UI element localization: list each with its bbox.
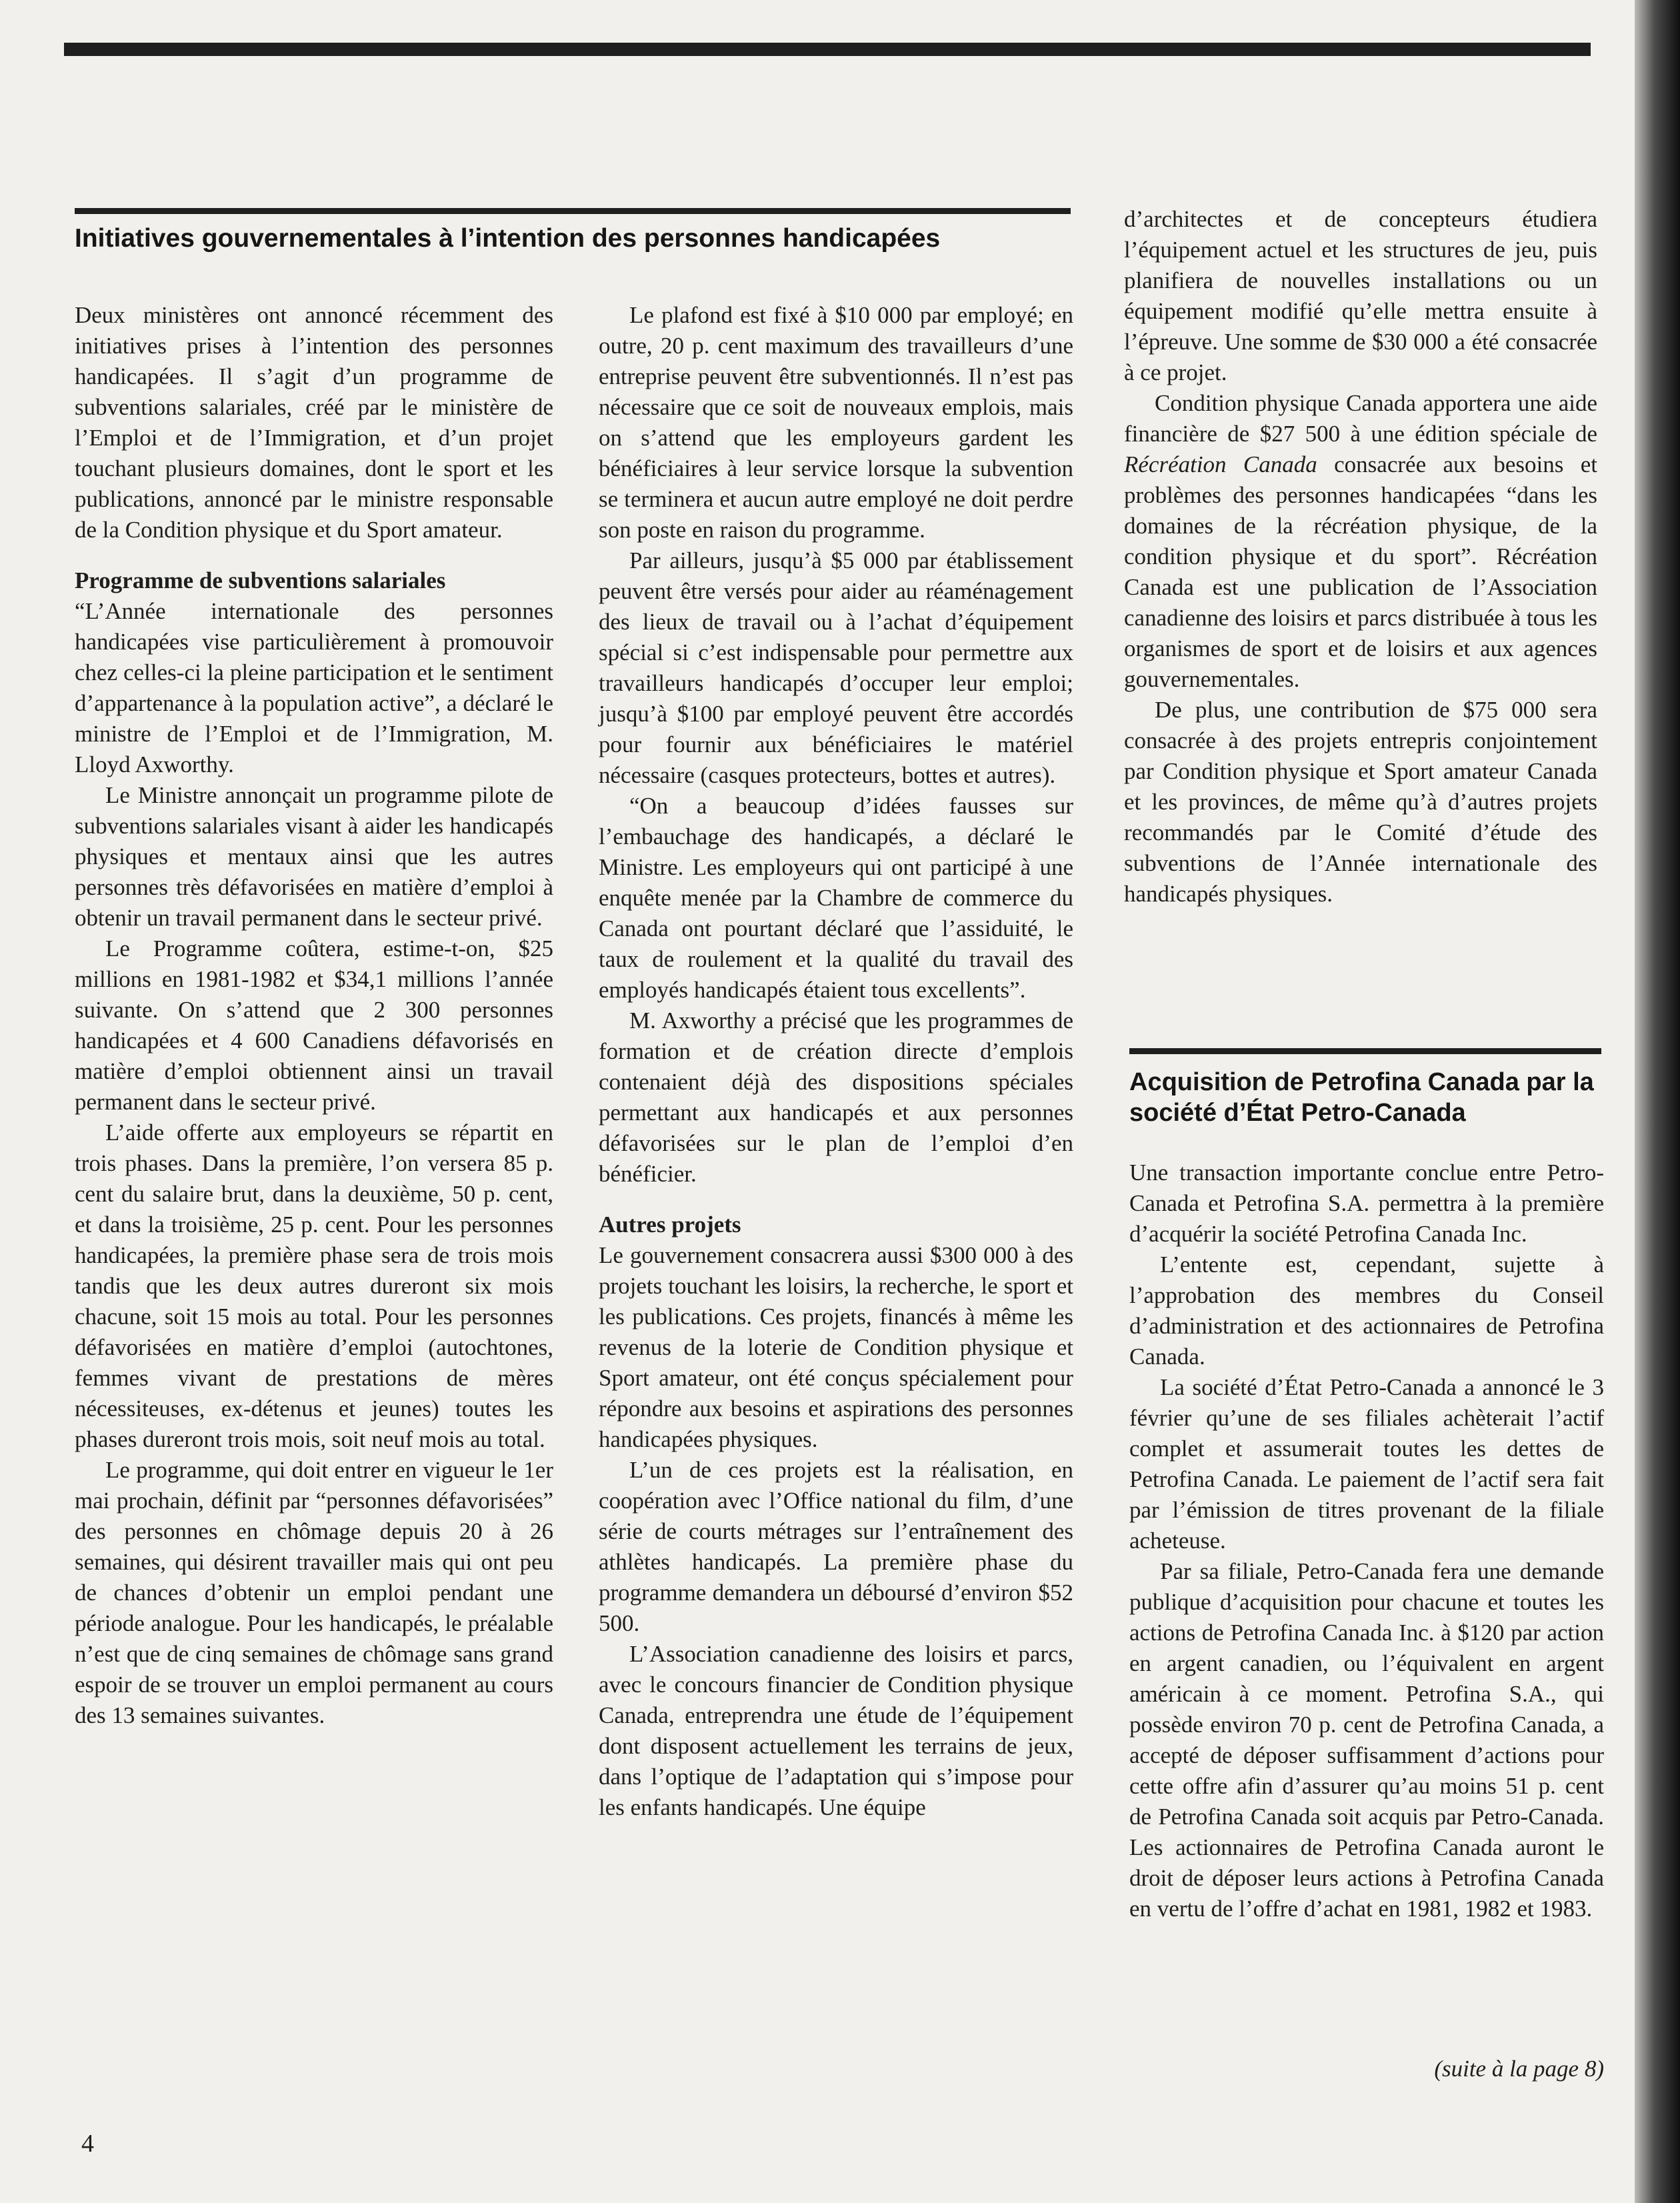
paragraph: Le programme, qui doit entrer en vigueur le 1er mai prochain, définit par “personnes défavorisées” des personnes en chômage depuis 20 à 26 semaines, qui désirent travailler mais qui ont peu de chances d’obtenir un emploi pendant une période analogue. Pour les handicapés, le préalable n’est que de cinq semaines de chômage sans grand espoir de se trouver un emploi permanent au cours des 13 semaines suivantes. [75, 1457, 553, 1728]
subhead-wage-subsidy: Programme de subventions salariales [75, 567, 446, 593]
paragraph: Par ailleurs, jusqu’à $5 000 par établissement peuvent être versés pour aider au réaménagement des lieux de travail ou à l’achat d’équipement spécial si c’est indispensable pour permettre aux travailleurs handicapés d’occuper leur emploi; jusqu’à $100 par employé peuvent être accordés pour fournir aux bénéficiaires le matériel nécessaire (casques protecteurs, bottes et autres). [599, 547, 1073, 788]
paragraph: Le Programme coûtera, estime-t-on, $25 millions en 1981-1982 et $34,1 millions l’année suivante. On s’attend que 2 300 personnes handicapées et 4 600 Canadiens défavorisés en matière d’emploi obtiennent ainsi un travail permanent dans le secteur privé. [75, 935, 553, 1115]
paragraph: L’Association canadienne des loisirs et parcs, avec le concours financier de Condition physique Canada, entreprendra une étude de l’équipement dont disposent actuellement les terrains de jeux, dans l’optique de l’adaptation qui s’impose pour les enfants handicapés. Une équipe [599, 1641, 1073, 1820]
paragraph-text: consacrée aux besoins et problèmes des personnes handicapées “dans les domaines de la récréation physique, de la condition physique et du sport”. Récréation Canada est une publication de l’Association canadienne des loisirs et parcs distribuée à tous les organismes de sport et de loisirs et aux agences gouvernementales. [1124, 451, 1597, 692]
paragraph [1124, 388, 1597, 695]
paragraph-text: Condition physique Canada apportera une aide financière de $27 500 à une édition spéciale de [1124, 390, 1597, 447]
publication-title: Récréation Canada [1124, 451, 1317, 477]
paragraph: La société d’État Petro-Canada a annoncé le 3 février qu’une de ses filiales achèterait l’actif complet et assumerait toutes les dettes de Petrofina Canada. Le paiement de l’actif sera fait par l’émission de titres provenant de la filiale acheteuse. [1129, 1374, 1604, 1554]
paragraph: d’architectes et de concepteurs étudiera l’équipement actuel et les structures de jeu, puis planifiera de nouvelles installations ou un équipement modifié qu’elle mettra ensuite à l’épreuve. Une somme de $30 000 a été consacrée à ce projet. [1124, 206, 1597, 385]
binding-gutter [1635, 0, 1680, 2203]
paragraph: L’entente est, cependant, sujette à l’approbation des membres du Conseil d’administration et des actionnaires de Petrofina Canada. [1129, 1252, 1604, 1370]
paragraph: De plus, une contribution de $75 000 sera consacrée à des projets entrepris conjointement par Condition physique et Sport amateur Canada et les provinces, de même qu’à d’autres projets recommandés par le Comité d’étude des subventions de l’Année internationale des handicapés physiques. [1124, 697, 1597, 907]
paragraph: Par sa filiale, Petro-Canada fera une demande publique d’acquisition pour chacune et toutes les actions de Petrofina Canada Inc. à $120 par action en argent canadien, ou l’équivalent en argent américain à ce moment. Petrofina S.A., qui possède environ 70 p. cent de Petrofina Canada, a accepté de déposer suffisamment d’actions pour cette offre afin d’assurer qu’au moins 51 p. cent de Petrofina Canada soit acquis par Petro-Canada. Les actionnaires de Petrofina Canada auront le droit de déposer leurs actions à Petrofina Canada en vertu de l’offre d’achat en 1981, 1982 et 1983. [1129, 1558, 1604, 1922]
article1-title: Initiatives gouvernementales à l’intention des personnes handicapées [75, 224, 941, 253]
paragraph: Le Ministre annonçait un programme pilote de subventions salariales visant à aider les handicapés physiques et mentaux ainsi que les autres personnes très défavorisées en matière d’emploi à obtenir un travail permanent dans le secteur privé. [75, 782, 553, 931]
page-number: 4 [81, 2130, 94, 2158]
article2-title: Acquisition de Petrofina Canada par la société d’État Petro-Canada [1129, 1068, 1594, 1127]
article1-intro-paragraph: Deux ministères ont annoncé récemment des initiatives prises à l’intention des personnes handicapées. Il s’agit d’un programme de subventions salariales, créé par le ministère de l’Emploi et de l’Immigration, et d’un projet touchant plusieurs domaines, dont le sport et les publications, annoncé par le ministre responsable de la Condition physique et du Sport amateur. [75, 302, 553, 543]
article2-body [1129, 1158, 1604, 1924]
paragraph: L’un de ces projets est la réalisation, en coopération avec l’Office national du film, d’une série de courts métrages sur l’entraînement des athlètes handicapés. La première phase du programme demandera un déboursé d’environ $52 500. [599, 1457, 1073, 1636]
article2-rule [1129, 1048, 1601, 1054]
top-rule [64, 43, 1591, 56]
paragraph: M. Axworthy a précisé que les programmes de formation et de création directe d’emplois contenaient déjà des dispositions spéciales permettant aux handicapés et aux personnes défavorisées sur le plan de l’emploi d’en bénéficier. [599, 1007, 1073, 1187]
subhead-other-projects: Autres projets [599, 1212, 741, 1238]
paragraph: “On a beaucoup d’idées fausses sur l’embauchage des handicapés, a déclaré le Ministre. Les employeurs qui ont participé à une enquête menée par la Chambre de commerce du Canada ont pourtant déclaré que l’assiduité, le taux de roulement et la qualité du travail des employés handicapés étaient tous excellents”. [599, 793, 1073, 1003]
continued-notice: (suite à la page 8) [1434, 2056, 1604, 2082]
article1-column-3 [1124, 204, 1597, 909]
paragraph: Le gouvernement consacrera aussi $300 000 à des projets touchant les loisirs, la recherche, le sport et les publications. Ces projets, financés à même les revenus de la loterie de Condition physique et Sport amateur, ont été conçus spécialement pour répondre aux besoins et aspirations des personnes handicapées physiques. [599, 1242, 1073, 1452]
article1-column-2 [599, 300, 1073, 1823]
article1-rule [75, 208, 1071, 214]
paragraph: L’aide offerte aux employeurs se répartit en trois phases. Dans la première, l’on versera 85 p. cent du salaire brut, dans la deuxième, 50 p. cent, et dans la troisième, 25 p. cent. Pour les personnes handicapées, la première phase sera de trois mois tandis que les deux autres dureront six mois chacune, soit 15 mois au total. Pour les personnes défavorisées en matière d’emploi (autochtones, femmes vivant de prestations de mères nécessiteuses, ex-détenus et jeunes) toutes les phases dureront trois mois, soit neuf mois au total. [75, 1120, 553, 1452]
article1-column-1 [75, 300, 553, 1731]
paragraph: “L’Année internationale des personnes handicapées vise particulièrement à promouvoir chez celles-ci la pleine participation et le sentiment d’appartenance à la population active”, a déclaré le ministre de l’Emploi et de l’Immigration, M. Lloyd Axworthy. [75, 598, 553, 777]
paragraph: Une transaction importante conclue entre Petro-Canada et Petrofina S.A. permettra à la première d’acquérir la société Petrofina Canada Inc. [1129, 1160, 1604, 1247]
paragraph: Le plafond est fixé à $10 000 par employé; en outre, 20 p. cent maximum des travailleurs d’une entreprise peuvent être subventionnés. Il n’est pas nécessaire que ce soit de nouveaux emplois, mais on s’attend que les employeurs gardent les bénéficiaires à leur service lorsque la subvention se terminera et aucun autre employé ne doit perdre son poste en raison du programme. [599, 302, 1073, 543]
